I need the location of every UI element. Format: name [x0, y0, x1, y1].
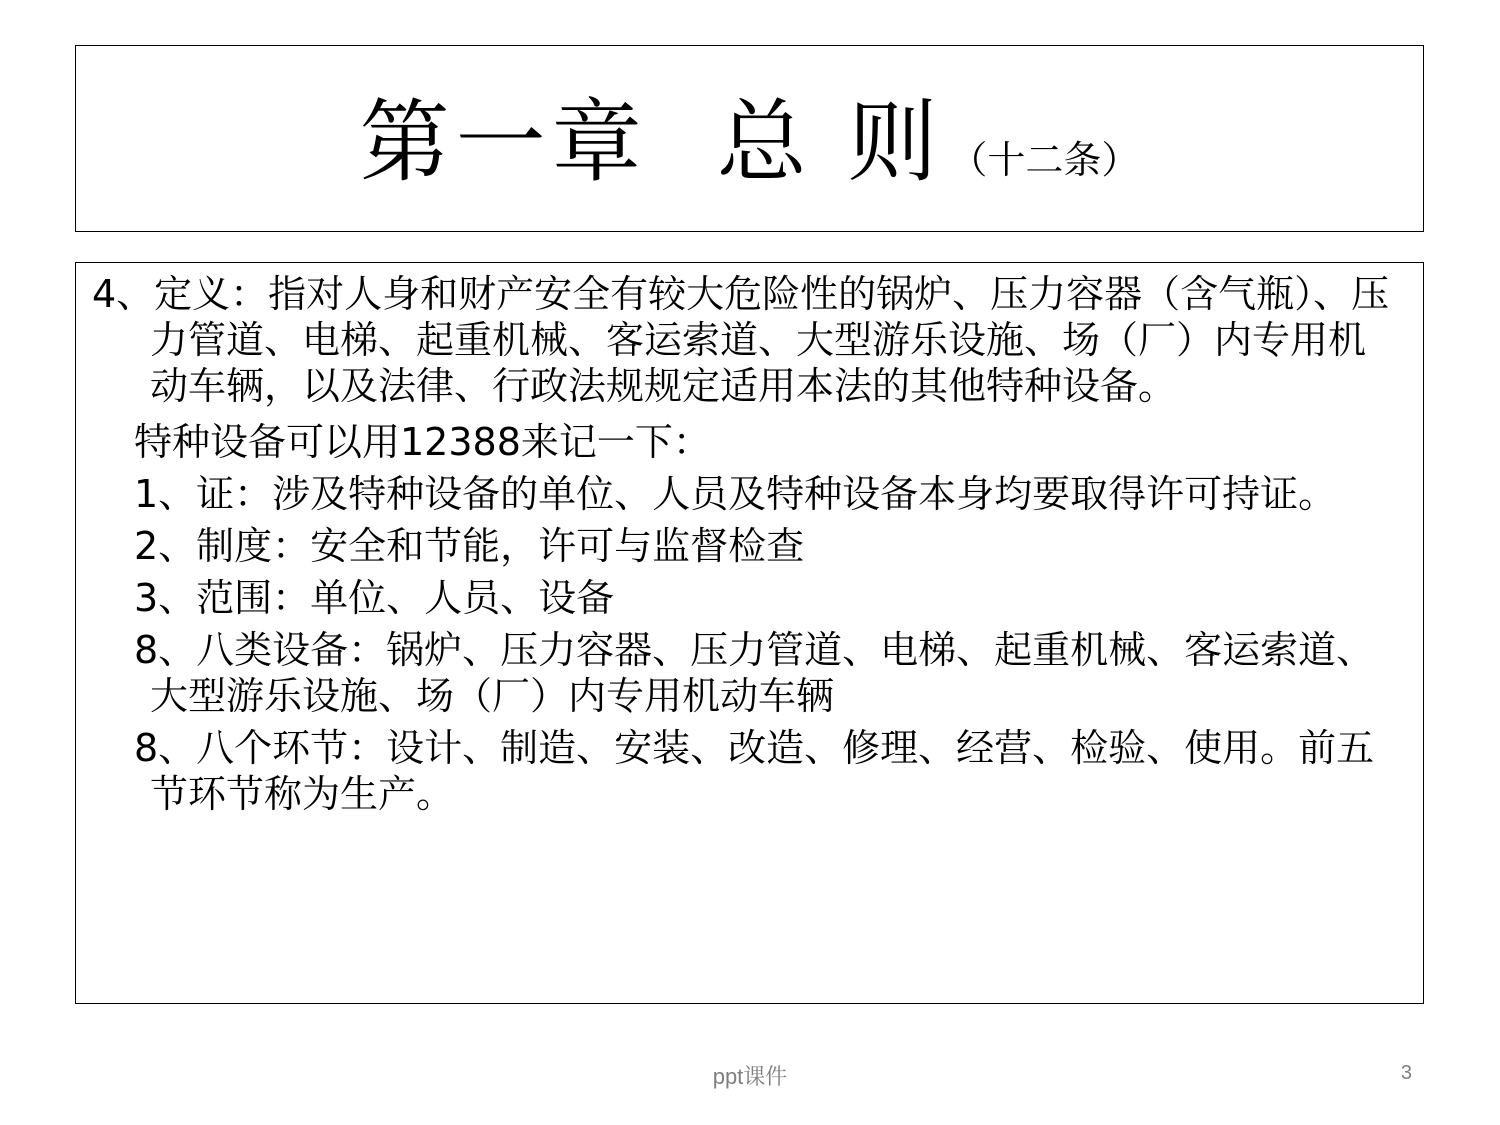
- intro-line: 特种设备可以用12388来记一下：: [134, 420, 711, 464]
- title-text: 第一章 总 则: [359, 89, 944, 195]
- content-box: [75, 262, 1424, 1004]
- slide-title: [359, 89, 1140, 195]
- list-item: 1、证：涉及特种设备的单位、人员及特种设备本身均要取得许可持证。: [134, 472, 1337, 516]
- title-box: [75, 45, 1424, 232]
- page-number: 3: [1400, 1062, 1412, 1084]
- footer-label: ppt课件: [712, 1064, 788, 1089]
- list-item: 3、范围：单位、人员、设备: [134, 576, 615, 620]
- title-note: （十二条）: [949, 137, 1140, 182]
- list-item: 2、制度：安全和节能，许可与监督检查: [134, 524, 805, 568]
- list-item: 8、八类设备：锅炉、压力容器、压力管道、电梯、起重机械、客运索道、大型游乐设施、场（厂）内专用机动车辆: [134, 628, 1375, 718]
- list-item: 8、八个环节：设计、制造、安装、改造、修理、经营、检验、使用。前五节环节称为生产。: [134, 726, 1375, 816]
- definition-paragraph: 4、定义：指对人身和财产安全有较大危险性的锅炉、压力容器（含气瓶）、压力管道、电梯、起重机械、客运索道、大型游乐设施、场（厂）内专用机动车辆，以及法律、行政法规规定适用本法的其他特种设备。: [92, 272, 1390, 408]
